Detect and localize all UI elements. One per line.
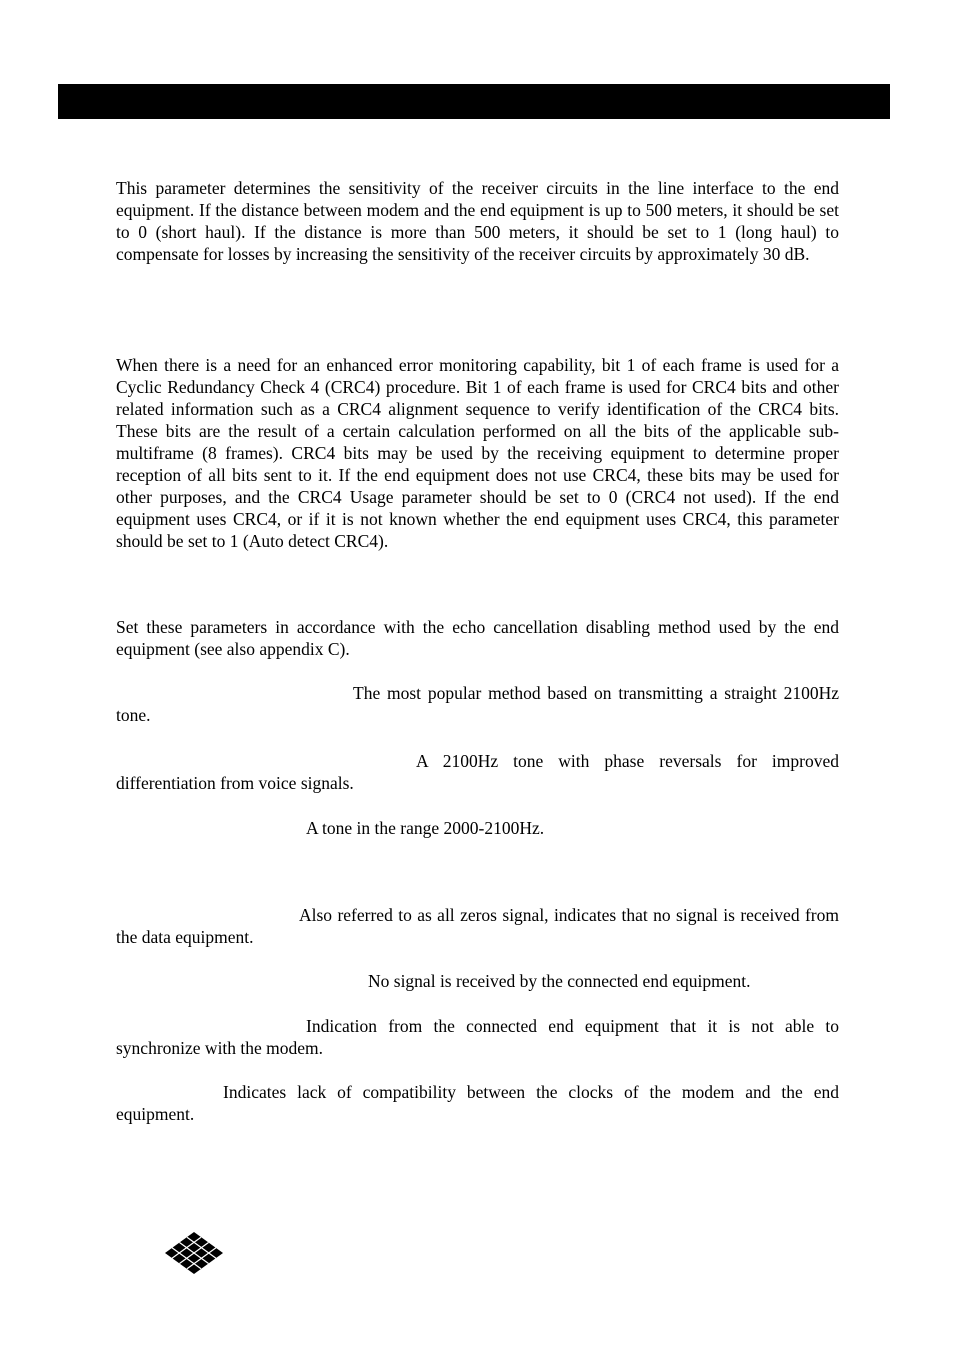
alarm-item-3-text: Indication from the connected end equipment that it is not able to synchronize with the modem. <box>116 1016 839 1058</box>
crc4-paragraph: When there is a need for an enhanced error monitoring capability, bit 1 of each frame is used for a Cyclic Redundancy Check 4 (CRC4) procedure. Bit 1 of each frame is used for CRC4 bits and other related information such as a CRC4 alignment sequence to verify identification of the CRC4 bits. These bits are the result of a certain calculation performed on all the bits of the applicable sub-multiframe (8 frames). CRC4 bits may be used by the receiving equipment to determine proper reception of all bits sent to it. If the end equipment does not use CRC4, these bits may be used for other purposes, and the CRC4 Usage parameter should be set to 0 (CRC4 not used). If the end equipment uses CRC4, or if it is not known whether the end equipment uses CRC4, this parameter should be set to 1 (Auto detect CRC4). <box>116 355 839 551</box>
echo-item-1-text: The most popular method based on transmitting a straight 2100Hz tone. <box>116 683 839 725</box>
echo-intro-paragraph: Set these parameters in accordance with the echo cancellation disabling method used by the end equipment (see also appendix C). <box>116 617 839 659</box>
alarm-item-1 <box>116 904 839 948</box>
alarm-item-2-text: No signal is received by the connected end equipment. <box>368 971 751 991</box>
alarm-item-2 <box>116 970 839 992</box>
line-sensitivity-paragraph: This parameter determines the sensitivity of the receiver circuits in the line interface to the end equipment. If the distance between modem and the end equipment is up to 500 meters, it should be set to 0 (short haul). If the distance is more than 500 meters, it should be set to 1 (long haul) to compensate for losses by increasing the sensitivity of the receiver circuits by approximately 30 dB. <box>116 178 839 264</box>
echo-item-3 <box>116 817 839 839</box>
alarm-item-1-text: Also referred to as all zeros signal, indicates that no signal is received from the data equipment. <box>116 905 839 947</box>
alarm-item-4-text: Indicates lack of compatibility between the clocks of the modem and the end equipment. <box>116 1082 839 1124</box>
echo-item-1 <box>116 682 839 726</box>
echo-item-3-text: A tone in the range 2000-2100Hz. <box>306 818 545 838</box>
alarm-item-3 <box>116 1015 839 1059</box>
echo-item-2 <box>116 750 839 794</box>
alarm-item-4 <box>116 1081 839 1125</box>
header-bar <box>58 84 890 119</box>
echo-item-2-text: A 2100Hz tone with phase reversals for improved differentiation from voice signals. <box>116 751 839 793</box>
black-box-diamond-logo-icon <box>165 1232 223 1274</box>
